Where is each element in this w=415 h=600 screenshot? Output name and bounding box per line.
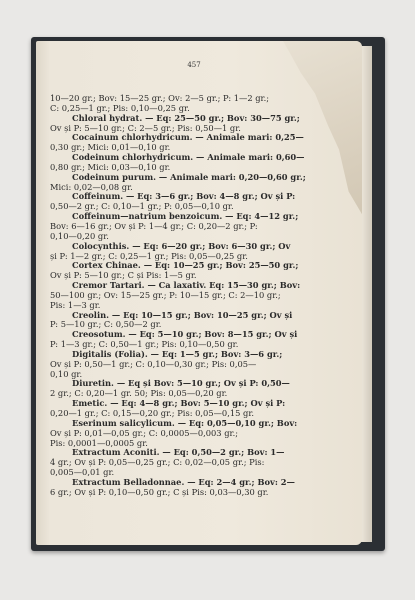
text-line: Ov și P: 0,01—0,05 gr.; C: 0,0005—0,003 gr.; [50, 427, 239, 438]
text-line: Pis: 1—3 gr. [50, 299, 101, 310]
entry-heading-line: Emetic. — Eq: 4—8 gr.; Bov: 5—10 gr.; Ov și P: [72, 398, 286, 409]
entry-heading-line: Digitalis (Folia). — Eq: 1—5 gr.; Bov: 3—6 gr.; [72, 348, 283, 359]
text-line: P: 5—10 gr.; C: 0,50—2 gr. [50, 319, 162, 330]
entry-heading-line: Chloral hydrat. — Eq: 25—50 gr.; Bov: 30—75 gr.; [72, 112, 300, 123]
entry-heading-line: Diuretin. — Eq și Bov: 5—10 gr.; Ov și P: 0,50— [72, 378, 290, 389]
entry-heading-line: Cocainum chlorhydricum. — Animale mari: 0,25— [72, 132, 304, 143]
entry-heading-line: Cortex Chinae. — Eq: 10—25 gr.; Bov: 25—50 gr.; [72, 260, 299, 271]
text-line: Ov și P: 5—10 gr.; C: 2—5 gr.; Pis: 0,50—1 gr. [50, 122, 241, 133]
entry-heading-line: Cremor Tartari. — Ca laxativ. Eq: 15—30 gr.; Bov: [72, 280, 301, 291]
entry-heading-line: Coffeinum. — Eq: 3—6 gr.; Bov: 4—8 gr.; Ov și P: [72, 191, 296, 202]
text-line: Ov și P: 5—10 gr.; C și Pis: 1—5 gr. [50, 270, 197, 281]
text-line: 2 gr.; C: 0,20—1 gr. 50; Pis: 0,05—0,20 gr. [50, 388, 228, 399]
text-line: și P: 1—2 gr.; C: 0,25—1 gr.; Pis: 0,05—0,25 gr. [50, 250, 248, 261]
text-line: Mici: 0,02—0,08 gr. [50, 181, 133, 192]
text-line: 10—20 gr.; Bov: 15—25 gr.; Ov: 2—5 gr.; P: 1—2 gr.; [50, 93, 270, 103]
text-line: 50—100 gr.; Ov: 15—25 gr.; P: 10—15 gr.; C: 2—10 gr.; [50, 289, 281, 300]
text-line: 0,20—1 gr.; C: 0,15—0,20 gr.; Pis: 0,05—0,15 gr. [50, 408, 255, 418]
text-line: Ov și P: 0,50—1 gr.; C: 0,10—0,30 gr.; Pis: 0,05— [50, 358, 257, 369]
text-line: P: 1—3 gr.; C: 0,50—1 gr.; Pis: 0,10—0,50 gr. [50, 339, 239, 350]
text-line: 0,005—0,01 gr. [50, 467, 115, 478]
text-line: 4 gr.; Ov și P: 0,05—0,25 gr.; C: 0,02—0,05 gr.; Pis: [50, 457, 265, 468]
entry-heading-line: Creosotum. — Eq: 5—10 gr.; Bov: 8—15 gr.; Ov și [72, 329, 298, 340]
text-block [50, 94, 310, 498]
text-line: 0,80 gr.; Mici: 0,03—0,10 gr. [50, 161, 171, 172]
entry-heading-line: Coffeinum—natrium benzoicum. — Eq: 4—12 gr.; [72, 211, 299, 222]
page-number: 457 [187, 61, 201, 69]
entry-heading-line: Eserinum salicylicum. — Eq: 0,05—0,10 gr.; Bov: [72, 417, 298, 428]
text-line: Bov: 6—16 gr.; Ov și P: 1—4 gr.; C: 0,20—2 gr.; P: [50, 220, 258, 231]
text-line: C: 0,25—1 gr.; Pis: 0,10—0,25 gr. [50, 102, 190, 113]
entry-heading-line: Codeinum chlorhydricum. — Animale mari: 0,60— [72, 152, 305, 163]
text-line: Pis: 0,0001—0,0005 gr. [50, 437, 148, 448]
entry-heading-line: Extractum Aconiti. — Eq: 0,50—2 gr.; Bov: 1— [72, 447, 285, 458]
entry-heading-line: Codeinum purum. — Animale mari: 0,20—0,60 gr.; [72, 171, 306, 182]
text-line: 0,10 gr. [50, 368, 83, 379]
text-line: 6 gr.; Ov și P: 0,10—0,50 gr.; C și Pis: 0,03—0,30 gr. [50, 486, 269, 497]
text-line: 0,10—0,20 gr. [50, 230, 109, 241]
entry-heading-line: Creolin. — Eq: 10—15 gr.; Bov: 10—25 gr.; Ov și [72, 309, 293, 320]
entry-heading-line: Colocynthis. — Eq: 6—20 gr.; Bov: 6—30 gr.; Ov [72, 240, 291, 251]
text-line: 0,50—2 gr.; C: 0,10—1 gr.; P: 0,05—0,10 gr. [50, 201, 234, 212]
book-page [36, 41, 362, 545]
text-line: 0,30 gr.; Mici: 0,01—0,10 gr. [50, 142, 171, 153]
entry-heading-line: Extractum Belladonnae. — Eq: 2—4 gr.; Bov: 2— [72, 476, 295, 487]
